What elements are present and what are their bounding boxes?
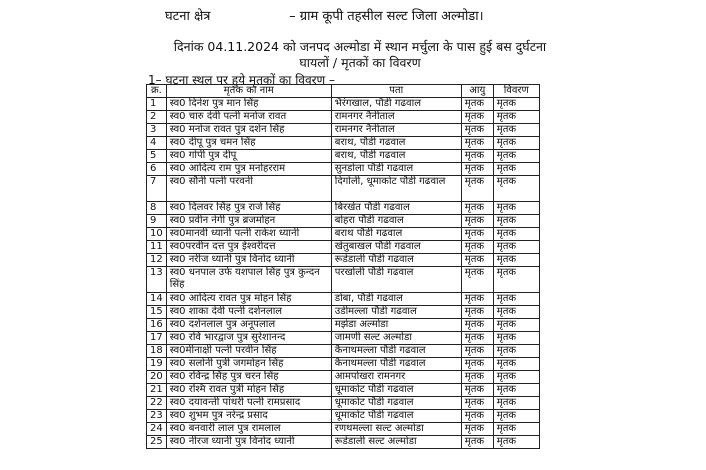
cell-age: मृतक — [461, 384, 493, 397]
cell-serial: 5 — [147, 150, 167, 163]
table-row — [147, 228, 540, 241]
cell-name: स्व0 रवि भारद्वाज पुत्र सुरेशानन्द — [166, 332, 331, 345]
cell-detail: मृतक — [493, 358, 539, 371]
cell-name: स्व0 धनपाल उर्फ यशपाल सिंह पुत्र कुन्दन सिंह — [166, 267, 331, 293]
cell-age: मृतक — [461, 345, 493, 358]
cell-address: बिरखेत पौडी गढवाल — [331, 202, 461, 215]
table-row — [147, 163, 540, 176]
cell-name: स्व0परवीन दत्त पुत्र ईश्वरीदत्त — [166, 241, 331, 254]
cell-serial: 23 — [147, 410, 167, 423]
cell-serial: 22 — [147, 397, 167, 410]
cell-detail: मृतक — [493, 423, 539, 436]
cell-age: मृतक — [461, 306, 493, 319]
column-header-name: मृतक का नाम — [166, 85, 331, 98]
cell-age: मृतक — [461, 228, 493, 241]
cell-name: स्व0 सौनी पत्नी परवनी — [166, 176, 331, 202]
table-row — [147, 241, 540, 254]
cell-detail: मृतक — [493, 215, 539, 228]
column-header-serial: क्र. — [147, 85, 167, 98]
cell-detail: मृतक — [493, 124, 539, 137]
cell-name: स्व0 बनवारी लाल पुत्र रामलाल — [166, 423, 331, 436]
cell-detail: मृतक — [493, 150, 539, 163]
cell-serial: 12 — [147, 254, 167, 267]
table-row — [147, 306, 540, 319]
cell-address: बराथ, पौडी गढवाल — [331, 150, 461, 163]
cell-name: स्व0 दिलवर सिंह पुत्र राजे सिंह — [166, 202, 331, 215]
cell-address: खेतुबाखल पौडी गढवाल — [331, 241, 461, 254]
table-row — [147, 423, 540, 436]
cell-address: बराथ, पौडी गढवाल — [331, 137, 461, 150]
section-title: 1– घटना स्थल पर हुये मृतकों का विवरण – — [148, 73, 336, 87]
cell-serial: 14 — [147, 293, 167, 306]
cell-age: मृतक — [461, 137, 493, 150]
cell-address: बराथ पौडी गढवाल — [331, 228, 461, 241]
cell-serial: 17 — [147, 332, 167, 345]
table-row — [147, 293, 540, 306]
cell-age: मृतक — [461, 358, 493, 371]
table-row — [147, 384, 540, 397]
cell-address: दिगोली, धूमाकोट पौडी गढवाल — [331, 176, 461, 202]
cell-age: मृतक — [461, 163, 493, 176]
table-row — [147, 436, 540, 449]
cell-name: स्व0 आदित्य राम पुत्र मनोहरराम — [166, 163, 331, 176]
cell-serial: 11 — [147, 241, 167, 254]
cell-age: मृतक — [461, 254, 493, 267]
cell-age: मृतक — [461, 215, 493, 228]
table-row — [147, 98, 540, 111]
cell-address: भैरंगखाल, पौडी गढवाल — [331, 98, 461, 111]
cell-age: मृतक — [461, 176, 493, 202]
cell-age: मृतक — [461, 98, 493, 111]
table-row — [147, 267, 540, 293]
cell-age: मृतक — [461, 241, 493, 254]
cell-detail: मृतक — [493, 345, 539, 358]
cell-serial: 15 — [147, 306, 167, 319]
cell-serial: 7 — [147, 176, 167, 202]
cell-detail: मृतक — [493, 436, 539, 449]
cell-address: आमपोखरा रामनगर — [331, 371, 461, 384]
cell-name: स्व0 प्रवीन नेगी पुत्र ब्रजमोहन — [166, 215, 331, 228]
cell-age: मृतक — [461, 124, 493, 137]
cell-name: स्व0 दीपू पुत्र चमन सिंह — [166, 137, 331, 150]
cell-detail: मृतक — [493, 241, 539, 254]
cell-name: स्व0 दिनेश पुत्र मान सिंह — [166, 98, 331, 111]
cell-detail: मृतक — [493, 111, 539, 124]
cell-serial: 10 — [147, 228, 167, 241]
table-row — [147, 319, 540, 332]
cell-address: उडीमल्ला पौडी गढवाल — [331, 306, 461, 319]
cell-address: धूमाकोट पौडी गढवाल — [331, 397, 461, 410]
cell-age: मृतक — [461, 267, 493, 293]
table-row — [147, 345, 540, 358]
cell-address: रूडेडाली पौडी गढवाल — [331, 254, 461, 267]
cell-detail: मृतक — [493, 137, 539, 150]
document-subheading: घायलों / मृतकों का विवरण — [299, 55, 421, 70]
incident-location-line — [165, 6, 484, 24]
cell-detail: मृतक — [493, 371, 539, 384]
cell-address: रूडेडाली सल्ट अल्मोडा — [331, 436, 461, 449]
cell-age: मृतक — [461, 293, 493, 306]
cell-serial: 18 — [147, 345, 167, 358]
cell-serial: 6 — [147, 163, 167, 176]
table-row — [147, 137, 540, 150]
cell-name: स्व0 गोपी पुत्र दीपू — [166, 150, 331, 163]
cell-name: स्व0 शाका देवी पत्नी दर्शनलाल — [166, 306, 331, 319]
location-value: – ग्राम कूपी तहसील सल्ट जिला अल्मोडा। — [289, 9, 484, 24]
cell-address: मझेडा अल्मोडा — [331, 319, 461, 332]
cell-detail: मृतक — [493, 267, 539, 293]
cell-address: धूमाकोट पौडी गढवाल — [331, 384, 461, 397]
cell-name: स्व0 शुभम पुत्र नरेन्द्र प्रसाद — [166, 410, 331, 423]
cell-detail: मृतक — [493, 319, 539, 332]
cell-age: मृतक — [461, 150, 493, 163]
cell-detail: मृतक — [493, 410, 539, 423]
cell-serial: 20 — [147, 371, 167, 384]
table-row — [147, 332, 540, 345]
cell-address: कैनाथमल्ला पौडी गढवाल — [331, 345, 461, 358]
cell-name: स्व0मीनाक्षी पत्नी परवीन सिंह — [166, 345, 331, 358]
cell-serial: 21 — [147, 384, 167, 397]
cell-name: स्व0 सलोनी पुत्री जगमोहन सिंह — [166, 358, 331, 371]
cell-age: मृतक — [461, 202, 493, 215]
cell-serial: 24 — [147, 423, 167, 436]
location-label: घटना क्षेत्र — [165, 9, 211, 24]
table-row — [147, 202, 540, 215]
column-header-detail: विवरण — [493, 85, 539, 98]
cell-name: स्व0 नीरज ध्यानी पुत्र विनोद ध्यानी — [166, 436, 331, 449]
cell-age: मृतक — [461, 410, 493, 423]
cell-name: स्व0 रविन्द्र सिंह पुत्र चरन सिंह — [166, 371, 331, 384]
cell-serial: 3 — [147, 124, 167, 137]
cell-address: धूमाकोट पौडी गढवाल — [331, 410, 461, 423]
cell-serial: 8 — [147, 202, 167, 215]
cell-age: मृतक — [461, 319, 493, 332]
table-row — [147, 371, 540, 384]
table-row — [147, 111, 540, 124]
cell-address: रणथमल्ला सल्ट अल्मोडा — [331, 423, 461, 436]
cell-name: स्व0 चारु देवी पत्नी मनोज रावत — [166, 111, 331, 124]
cell-address: कैनाथमल्ला पौडी गढवाल — [331, 358, 461, 371]
column-header-address: पता — [331, 85, 461, 98]
cell-serial: 2 — [147, 111, 167, 124]
cell-serial: 9 — [147, 215, 167, 228]
cell-detail: मृतक — [493, 293, 539, 306]
cell-serial: 4 — [147, 137, 167, 150]
cell-address: रामनगर नैनीताल — [331, 124, 461, 137]
cell-detail: मृतक — [493, 306, 539, 319]
table-row — [147, 358, 540, 371]
cell-detail: मृतक — [493, 384, 539, 397]
cell-address: डोबा, पौडी गढवाल — [331, 293, 461, 306]
cell-name: स्व0मानवी ध्यानी पत्नी राकेश ध्यानी — [166, 228, 331, 241]
cell-serial: 19 — [147, 358, 167, 371]
cell-address: बोहरा पौडी गढवाल — [331, 215, 461, 228]
cell-age: मृतक — [461, 423, 493, 436]
table-row — [147, 176, 540, 202]
cell-serial: 13 — [147, 267, 167, 293]
deceased-table — [146, 84, 540, 449]
cell-name: स्व0 मनोज रावत पुत्र दर्शन सिंह — [166, 124, 331, 137]
cell-detail: मृतक — [493, 397, 539, 410]
cell-detail: मृतक — [493, 228, 539, 241]
cell-age: मृतक — [461, 111, 493, 124]
cell-detail: मृतक — [493, 254, 539, 267]
document-heading: दिनांक 04.11.2024 को जनपद अल्मोडा में स्थान मर्चुला के पास हुई बस दुर्घटना — [173, 39, 547, 54]
cell-name: स्व0 आदित्य रावत पुत्र मोहन सिंह — [166, 293, 331, 306]
table-body — [147, 98, 540, 449]
table-row — [147, 150, 540, 163]
cell-serial: 25 — [147, 436, 167, 449]
cell-serial: 1 — [147, 98, 167, 111]
cell-detail: मृतक — [493, 98, 539, 111]
table-row — [147, 124, 540, 137]
cell-age: मृतक — [461, 436, 493, 449]
cell-detail: मृतक — [493, 176, 539, 202]
cell-serial: 16 — [147, 319, 167, 332]
cell-name: स्व0 नरीज ध्यानी पुत्र विनोद ध्यानी — [166, 254, 331, 267]
cell-name: स्व0 दयावन्ती पांथरी पत्नी रामप्रसाद — [166, 397, 331, 410]
cell-name: स्व0 रश्मि रावत पुत्री मोहन सिंह — [166, 384, 331, 397]
cell-address: जामणी सल्ट अल्मोडा — [331, 332, 461, 345]
cell-detail: मृतक — [493, 332, 539, 345]
cell-address: परखोली पौडी गढवाल — [331, 267, 461, 293]
cell-address: सुनडोला पौडी गढवाल — [331, 163, 461, 176]
table-header-row — [147, 85, 540, 98]
cell-age: मृतक — [461, 332, 493, 345]
cell-name: स्व0 दर्शनलाल पुत्र अनूपलाल — [166, 319, 331, 332]
cell-address: रामनगर नैनीताल — [331, 111, 461, 124]
column-header-age: आयु — [461, 85, 493, 98]
table-row — [147, 397, 540, 410]
table-row — [147, 410, 540, 423]
cell-age: मृतक — [461, 397, 493, 410]
cell-detail: मृतक — [493, 202, 539, 215]
cell-age: मृतक — [461, 371, 493, 384]
table-row — [147, 215, 540, 228]
table-row — [147, 254, 540, 267]
cell-detail: मृतक — [493, 163, 539, 176]
